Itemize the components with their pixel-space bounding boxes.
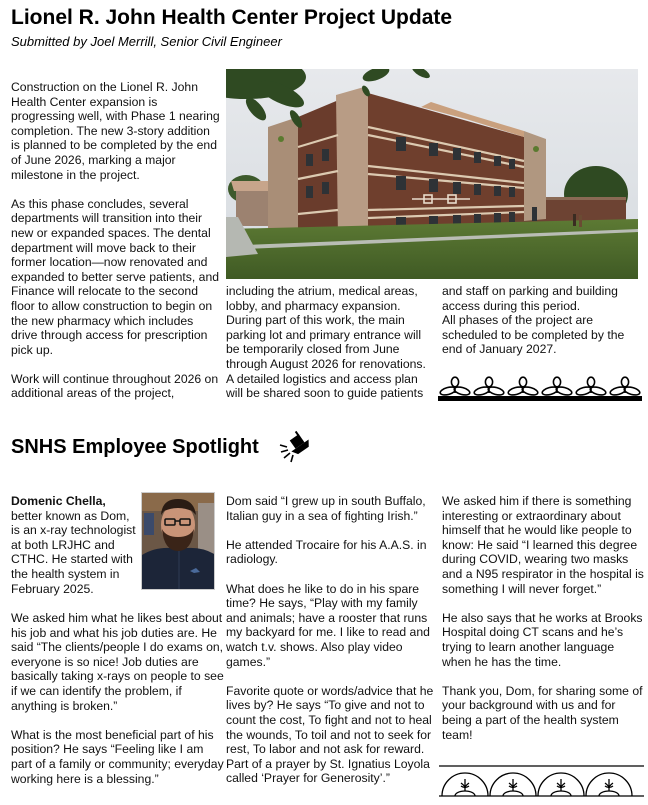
- decorative-leaf-border-icon: [438, 376, 642, 402]
- article-column-2: [226, 284, 431, 401]
- spotlight-column-1: [11, 611, 225, 786]
- spotlight-paragraph: He also says that he works at Brooks Hospital doing CT scans and he’s trying to learn another language when he has the time.: [442, 610, 643, 669]
- article-byline: Submitted by Joel Merrill, Senior Civil Engineer: [11, 34, 282, 49]
- article-paragraph: All phases of the project are scheduled to be completed by the end of January 2027.: [442, 313, 625, 357]
- spotlight-paragraph: We asked him what he likes best about his job and what his job duties are. He said “The clients/people I do exams on, everyone is so nice! Job duties are basically taking x-rays on people to see if we can identify the problem, if anything is broken.”: [11, 611, 224, 713]
- spotlight-paragraph: What is the most beneficial part of his position? He says “Feeling like I am part of a family or community; everyday working here is a blessing.”: [11, 727, 224, 786]
- spotlight-title: SNHS Employee Spotlight: [11, 436, 259, 458]
- spotlight-paragraph: Thank you, Dom, for sharing some of your background with us and for being a part of the health system team!: [442, 683, 643, 742]
- building-rendering-image: [226, 69, 638, 279]
- employee-name: Domenic Chella,: [11, 494, 106, 508]
- article-paragraph: including the atrium, medical areas, lobby, and pharmacy expansion. During part of this work, the main parking lot and primary entrance will be temporarily closed from June through August 2026 for renovations. A detailed logistics and access plan will be shared soon to guide patients: [226, 284, 426, 401]
- article-column-1: [11, 80, 221, 401]
- article-paragraph: and staff on parking and building access during this period.: [442, 284, 618, 313]
- spotlight-paragraph: What does he like to do in his spare time? He says, “Play with my family and animals; have a rooster that runs my backyard for me. I like to read and watch t.v. shows. Also play video games.”: [226, 581, 430, 669]
- article-paragraph: Construction on the Lionel R. John Health Center expansion is progressing well, with Phase 1 nearing completion. The new 3-story addition is planned to be completed by the end of June 2026, marking a major milestone in the project.: [11, 80, 220, 182]
- article-column-3: [442, 284, 642, 357]
- spotlight-column-3: [442, 494, 646, 742]
- spotlight-paragraph: He attended Trocaire for his A.A.S. in radiology.: [226, 537, 427, 567]
- employee-portrait-image: [141, 492, 215, 590]
- spotlight-paragraph: Dom said “I grew up in south Buffalo, Italian guy in a sea of fighting Irish.”: [226, 494, 426, 523]
- spotlight-intro: [11, 494, 141, 596]
- employee-intro: better known as Dom, is an x-ray technologist at both LRJHC and CTHC. He started with the health system in February 2025.: [11, 508, 136, 596]
- article-paragraph: As this phase concludes, several departments will transition into their new or expanded spaces. The dental department will move back to their former location—now renovated and expanded to better serve patients, and Finance will relocate to the second floor to allow construction to begin on the new pharmacy which includes drive through access for prescription pick up.: [11, 196, 220, 357]
- article-paragraph: Work will continue throughout 2026 on additional areas of the project,: [11, 371, 219, 401]
- decorative-arch-border-icon: [439, 764, 644, 798]
- spotlight-paragraph: We asked him if there is something interesting or extraordinary about himself that he would like people to know: He said “I learned this degree during COVID, wearing two masks and a N95 respirator in the hospital is something I will never forget.”: [442, 494, 644, 596]
- spotlight-paragraph: Favorite quote or words/advice that he lives by? He says “To give and not to count the cost, To fight and not to heal the wounds, To toil and not to seek for rest, To labor and not ask for reward. Part of a prayer by St. Ignatius Loyola called ‘Prayer for Generosity’.”: [226, 683, 434, 786]
- flashlight-icon: [277, 430, 317, 464]
- spotlight-column-2: [226, 494, 436, 786]
- article-title: Lionel R. John Health Center Project Update: [11, 6, 453, 29]
